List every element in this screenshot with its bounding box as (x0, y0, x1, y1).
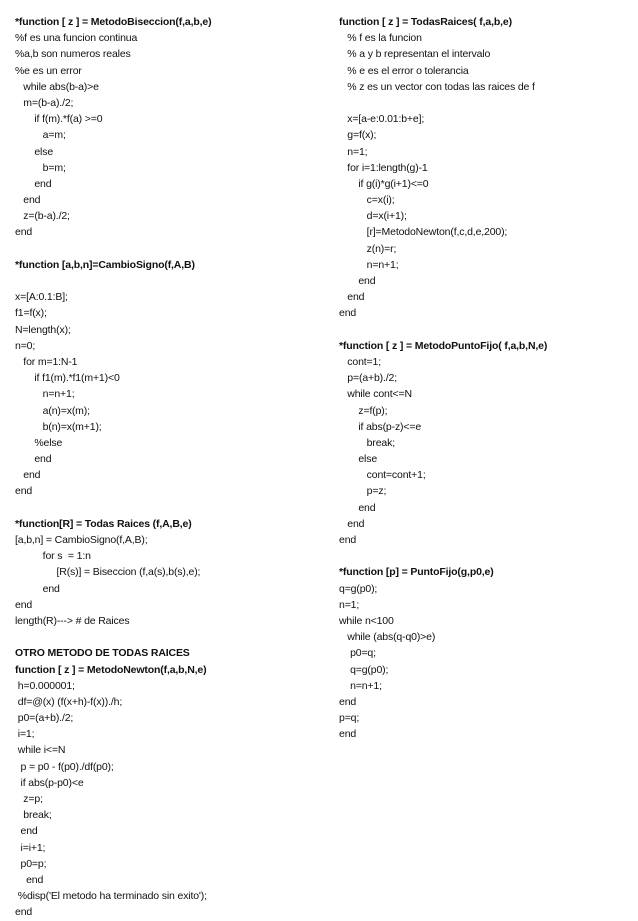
code-line: break; (15, 809, 52, 822)
code-line: if abs(p-z)<=e (339, 420, 422, 433)
code-line: p0=(a+b)./2; (15, 712, 74, 725)
code-line: end (339, 275, 376, 287)
code-line: c=x(i); (339, 194, 395, 207)
code-line: % f es la funcion (339, 32, 422, 45)
code-line: end (339, 517, 365, 530)
code-line: g=f(x); (339, 129, 377, 142)
code-line: while n<100 (339, 614, 394, 627)
code-line: while cont<=N (339, 388, 412, 401)
code-line: % z es un vector con todas las raices de f (339, 80, 535, 93)
code-line: cont=1; (339, 355, 381, 368)
code-line: end (15, 825, 38, 838)
code-line: end (15, 177, 52, 190)
code-line: p0=q; (339, 647, 376, 660)
code-heading-line: *function[R] = Todas Raices (f,A,B,e) (15, 517, 192, 530)
code-line: end (339, 534, 357, 546)
code-line: n=n+1; (339, 258, 399, 271)
code-line: end (339, 501, 376, 514)
code-line: end (339, 695, 357, 708)
code-line: % e es el error o tolerancia (339, 64, 469, 77)
code-line: end (15, 226, 33, 239)
code-line: f1=f(x); (15, 307, 47, 320)
code-line: z=p; (15, 793, 43, 805)
code-heading-line: *function [a,b,n]=CambioSigno(f,A,B) (15, 258, 195, 271)
code-line: x=[a-e:0.01:b+e]; (339, 113, 425, 126)
code-line (339, 322, 629, 338)
code-line (15, 273, 315, 289)
code-line: q=g(p0); (339, 582, 378, 595)
code-line: n=1; (339, 598, 360, 611)
code-line: n=n+1; (15, 388, 75, 401)
code-line: cont=cont+1; (339, 469, 426, 482)
code-line: q=g(p0); (339, 663, 389, 676)
code-line: end (339, 728, 357, 741)
code-line: n=1; (339, 145, 368, 158)
code-line: i=1; (15, 728, 35, 741)
code-heading-line: function [ z ] = TodasRaices( f,a,b,e) (339, 16, 512, 28)
code-line: i=i+1; (15, 841, 46, 854)
code-line: a(n)=x(m); (15, 404, 90, 417)
code-line: if g(i)*g(i+1)<=0 (339, 177, 429, 190)
code-line: d=x(i+1); (339, 210, 407, 223)
code-heading-line: *function [ z ] = MetodoBiseccion(f,a,b,e) (15, 16, 212, 28)
code-line: z(n)=r; (339, 242, 397, 255)
code-line: end (339, 307, 357, 320)
code-line: if abs(p-p0)<e (15, 776, 84, 789)
code-line: end (15, 453, 52, 466)
code-line: end (339, 291, 365, 304)
code-line: while abs(b-a)>e (15, 80, 99, 93)
code-line: end (15, 598, 33, 611)
code-line (15, 241, 315, 257)
code-line: n=n+1; (339, 679, 382, 692)
code-line: for i=1:length(g)-1 (339, 161, 428, 174)
code-line: for s = 1:n (15, 550, 91, 563)
code-line: p=q; (339, 712, 360, 725)
code-heading-line: *function [ z ] = MetodoPuntoFijo( f,a,b,N,e) (339, 339, 548, 352)
code-line: p0=p; (15, 857, 47, 870)
code-line: end (15, 873, 44, 886)
code-line: h=0.000001; (15, 679, 75, 692)
code-line: end (15, 906, 33, 919)
code-line: else (15, 145, 54, 158)
code-line: while i<=N (15, 744, 66, 757)
code-heading-line: *function [p] = PuntoFijo(g,p0,e) (339, 566, 494, 579)
code-line (339, 548, 629, 564)
left-code-column (15, 14, 315, 921)
code-line: end (15, 582, 60, 595)
code-line: while (abs(q-q0)>e) (339, 631, 436, 644)
code-line: a=m; (15, 129, 66, 142)
code-line: z=(b-a)./2; (15, 210, 70, 223)
code-line: [R(s)] = Biseccion (f,a(s),b(s),e); (15, 566, 201, 579)
code-line: if f1(m).*f1(m+1)<0 (15, 372, 120, 385)
code-line: N=length(x); (15, 323, 71, 336)
code-line: n=0; (15, 339, 36, 352)
code-line: z=f(p); (339, 404, 388, 417)
code-line: end (15, 469, 41, 482)
code-line: %else (15, 436, 63, 449)
code-line: length(R)---> # de Raices (15, 614, 130, 627)
code-line: [a,b,n] = CambioSigno(f,A,B); (15, 534, 148, 546)
code-line: %disp('El metodo ha terminado sin exito'); (15, 890, 207, 903)
code-line: p = p0 - f(p0)./df(p0); (15, 760, 114, 773)
code-line: %f es una funcion continua (15, 32, 138, 45)
code-line: p=(a+b)./2; (339, 372, 398, 385)
code-line: x=[A:0.1:B]; (15, 291, 68, 304)
code-heading-line: function [ z ] = MetodoNewton(f,a,b,N,e) (15, 663, 207, 676)
right-code-column (339, 14, 629, 742)
code-line (15, 629, 315, 645)
code-line: if f(m).*f(a) >=0 (15, 113, 103, 126)
code-line: df=@(x) (f(x+h)-f(x))./h; (15, 695, 123, 708)
code-line: [r]=MetodoNewton(f,c,d,e,200); (339, 226, 508, 239)
code-line: b=m; (15, 161, 66, 174)
code-line: m=(b-a)./2; (15, 96, 74, 109)
code-line: %e es un error (15, 64, 82, 77)
code-line (339, 95, 629, 111)
code-line: end (15, 485, 33, 498)
code-line: p=z; (339, 485, 387, 498)
code-line: %a,b son numeros reales (15, 48, 131, 61)
code-line: for m=1:N-1 (15, 355, 78, 368)
code-line: end (15, 194, 41, 207)
code-line: else (339, 453, 378, 466)
code-line (15, 500, 315, 516)
code-line: % a y b representan el intervalo (339, 48, 491, 61)
code-line: b(n)=x(m+1); (15, 420, 102, 433)
code-heading-line: OTRO METODO DE TODAS RAICES (15, 647, 190, 660)
code-line: break; (339, 436, 395, 449)
